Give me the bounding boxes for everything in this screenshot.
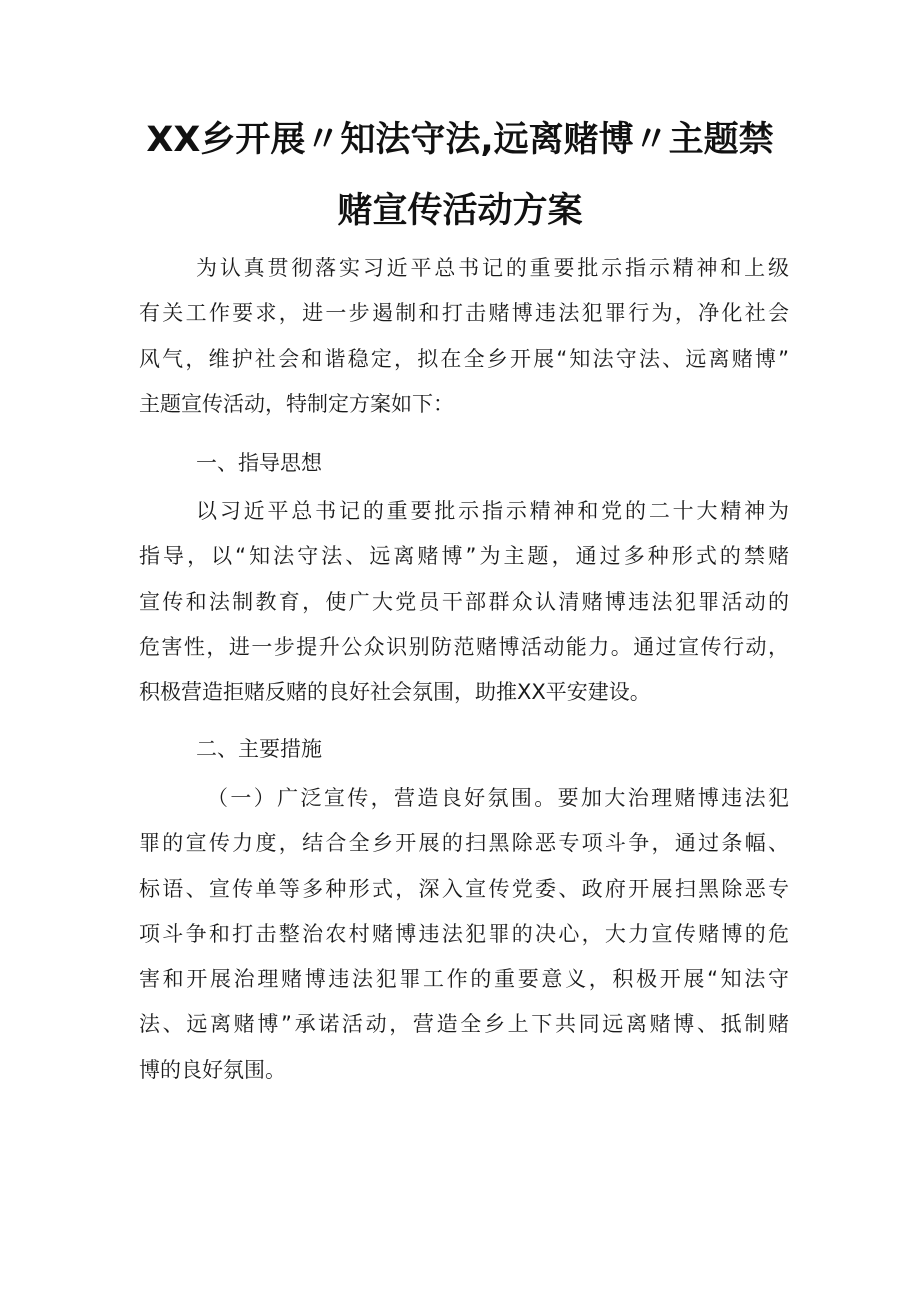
document-title-line-2: 赌宣传活动方案 <box>337 191 583 231</box>
text-line: 博的良好氛围。 <box>139 1057 286 1082</box>
text-line: 罪的宣传力度，结合全乡开展的扫黑除恶专项斗争，通过条幅、 <box>139 831 789 856</box>
text-line: 以习近平总书记的重要批示指示精神和党的二十大精神为 <box>196 499 789 523</box>
text-line: 积极营造拒赌反赌的良好社会氛围，助推XX平安建设。 <box>139 680 651 705</box>
text-line: （一）广泛宣传，营造良好氛围。要加大治理赌博违法犯 <box>207 786 789 810</box>
section-heading: 二、主要措施 <box>196 737 322 761</box>
document-title-line-1: XX乡开展〃知法守法,远离赌博〃主题禁 <box>146 120 774 160</box>
text-line: 主题宣传活动，特制定方案如下： <box>139 391 454 416</box>
text-line: 法、远离赌博”承诺活动，营造全乡上下共同远离赌博、抵制赌 <box>139 1012 789 1037</box>
section-heading: 一、指导思想 <box>196 451 322 475</box>
text-line: 有关工作要求，进一步遏制和打击赌博违法犯罪行为，净化社会 <box>139 301 789 326</box>
section-2-item-1-paragraph <box>139 776 789 1093</box>
section-heading-main-measures <box>139 727 789 772</box>
text-line: 为认真贯彻落实习近平总书记的重要批示指示精神和上级 <box>196 256 789 280</box>
text-line: 指导，以“知法守法、远离赌博”为主题，通过多种形式的禁赌 <box>139 544 789 569</box>
text-line: 标语、宣传单等多种形式，深入宣传党委、政府开展扫黑除恶专 <box>139 876 789 901</box>
text-line: 害和开展治理赌博违法犯罪工作的重要意义，积极开展“知法守 <box>139 967 789 992</box>
text-line: 项斗争和打击整治农村赌博违法犯罪的决心，大力宣传赌博的危 <box>139 921 789 946</box>
text-line: 风气，维护社会和谐稳定，拟在全乡开展“知法守法、远离赌博” <box>139 346 789 371</box>
text-line: 危害性，进一步提升公众识别防范赌博活动能力。通过宣传行动， <box>139 634 789 659</box>
intro-paragraph <box>139 246 789 427</box>
text-line: 宣传和法制教育，使广大党员干部群众认清赌博违法犯罪活动的 <box>139 589 789 614</box>
section-1-paragraph <box>139 489 789 715</box>
section-heading-guiding-thought <box>139 441 789 486</box>
